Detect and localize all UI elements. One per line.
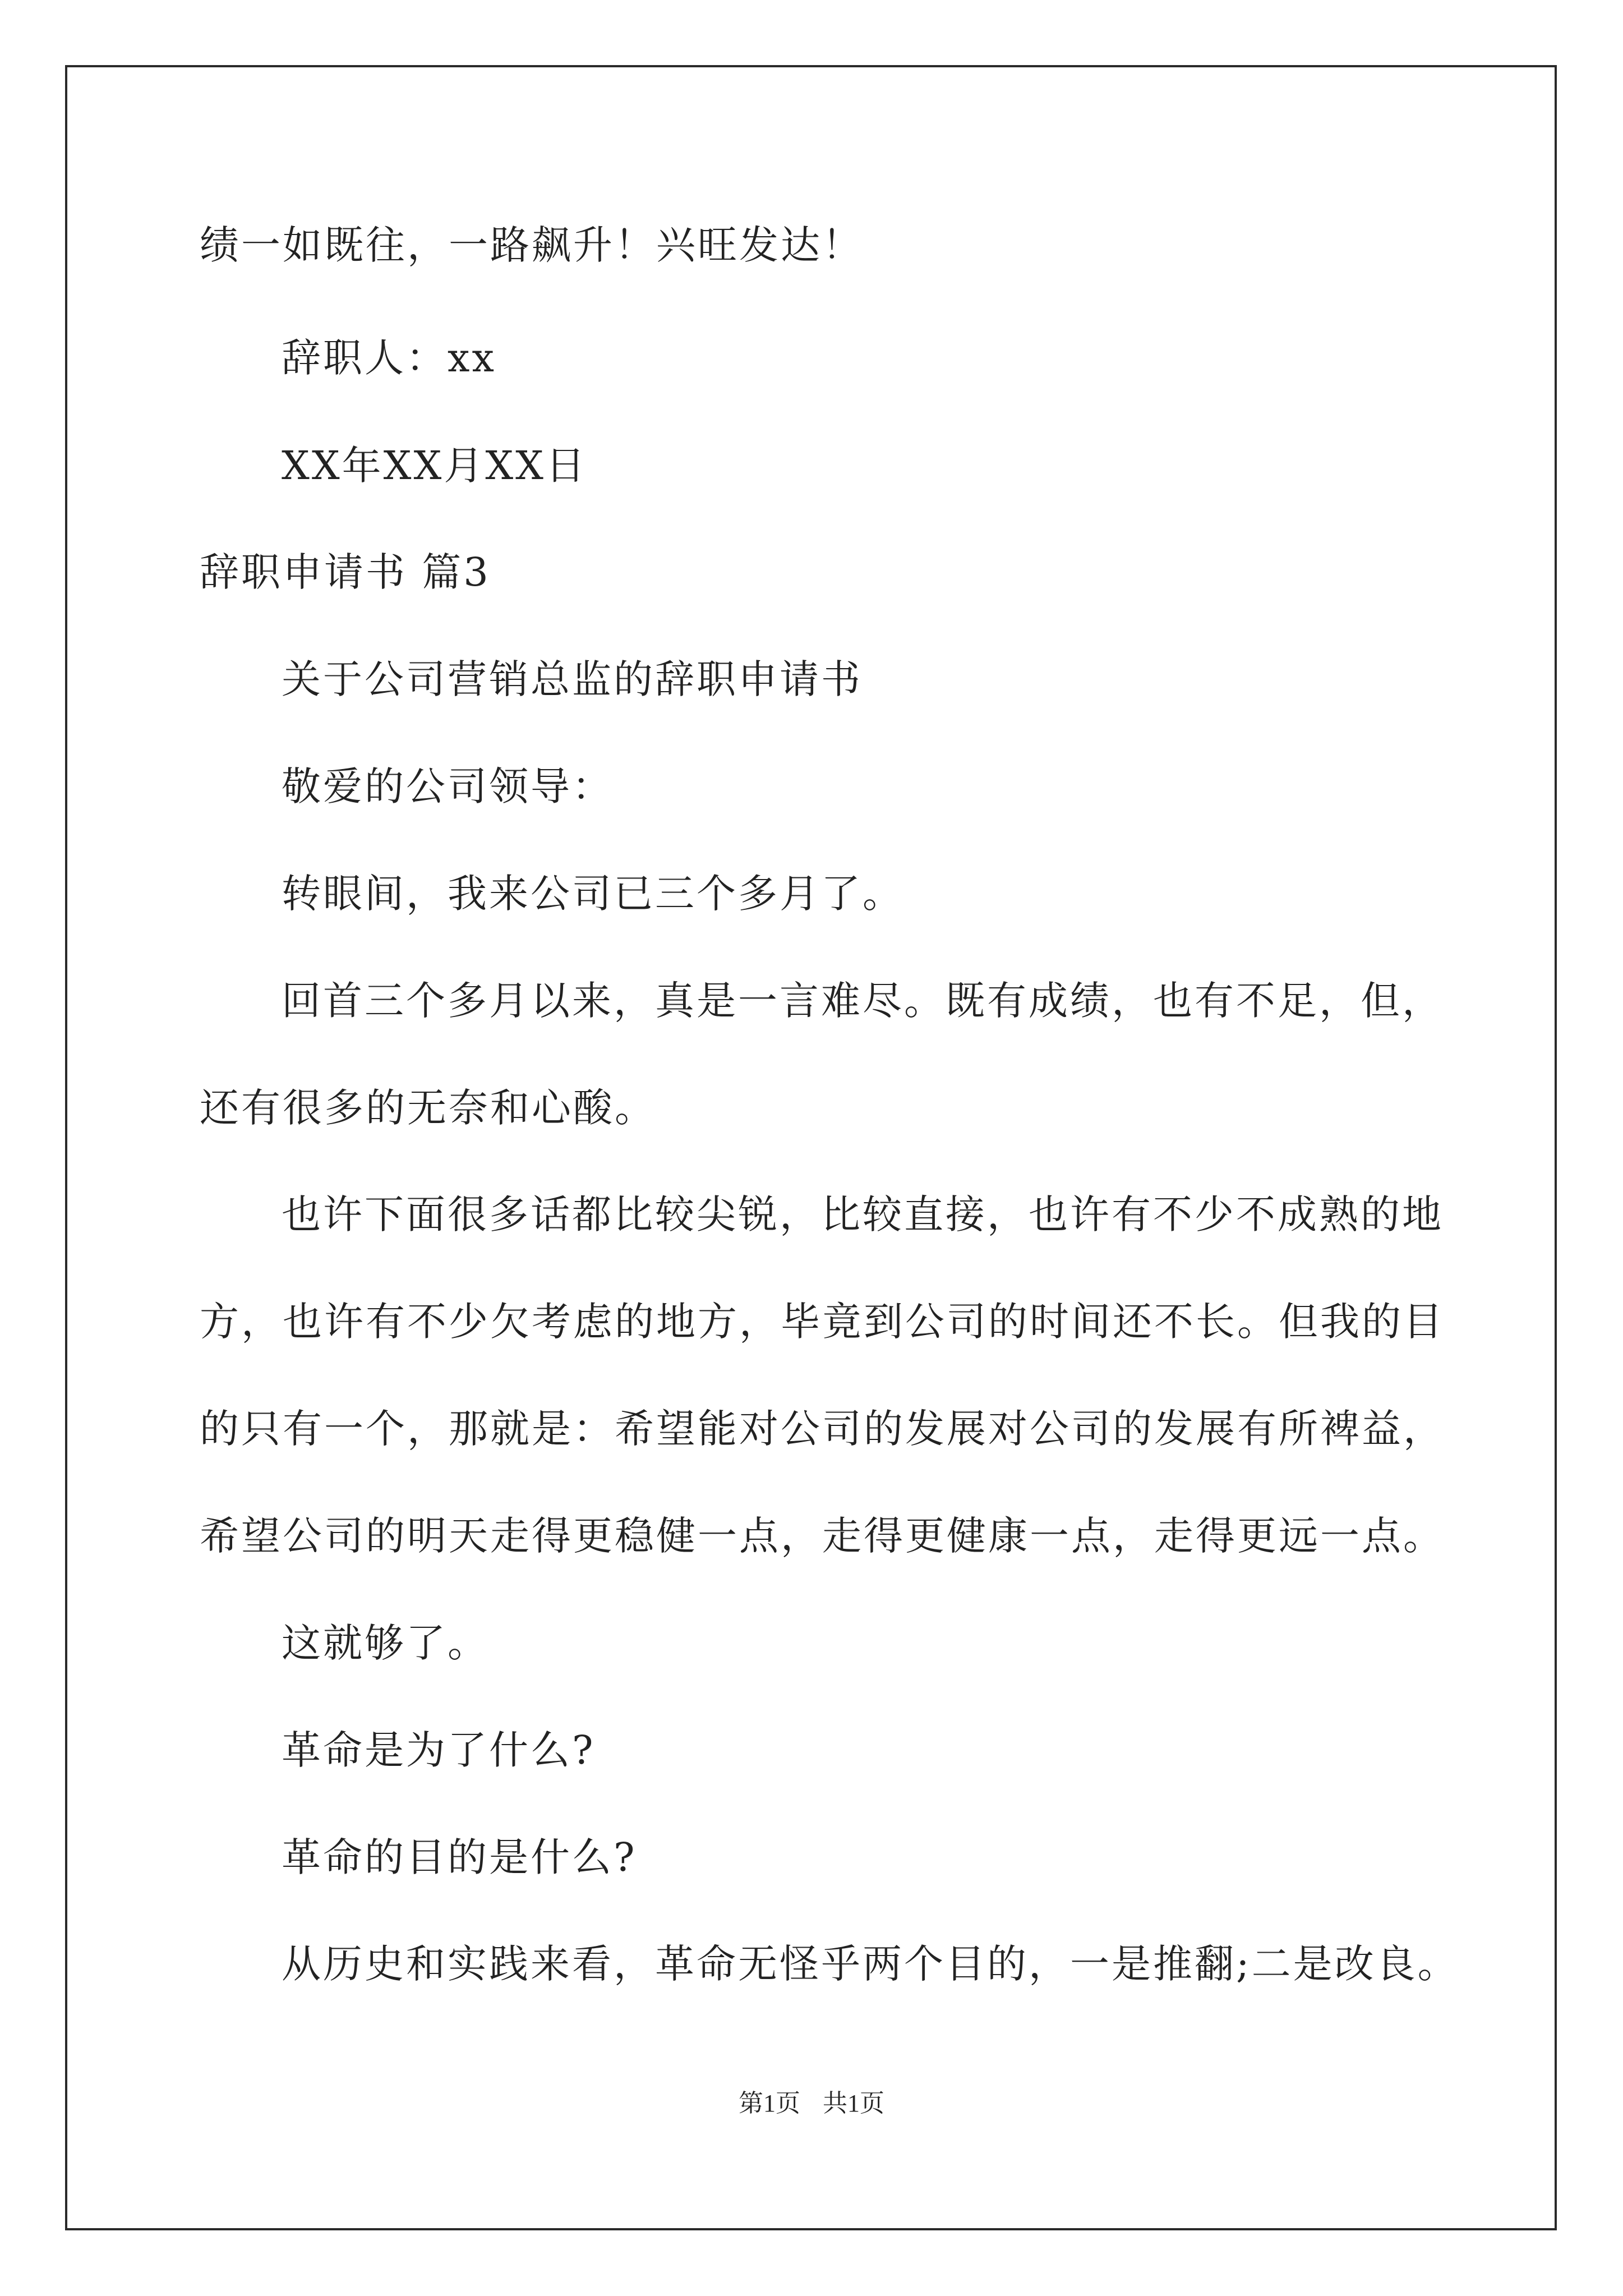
page-number: 第1页: [739, 2090, 800, 2117]
text-line: 绩一如既往，一路飙升！兴旺发达！: [200, 222, 864, 268]
paragraph-line: 从历史和实践来看，革命无怪乎两个目的，一是推翻;二是改良。: [282, 1941, 1459, 1987]
paragraph-line: 的只有一个，那就是：希望能对公司的发展对公司的发展有所裨益，: [200, 1406, 1445, 1452]
paragraph-line: 这就够了。: [282, 1620, 489, 1666]
paragraph-line: 也许下面很多话都比较尖锐，比较直接，也许有不少不成熟的地: [282, 1191, 1444, 1237]
paragraph-line: 希望公司的明天走得更稳健一点，走得更健康一点，走得更远一点。: [200, 1513, 1445, 1559]
page-total: 共1页: [823, 2090, 884, 2117]
page-border: [65, 65, 1557, 2230]
paragraph-line: 还有很多的无奈和心酸。: [200, 1085, 656, 1131]
signer-line: 辞职人：xx: [282, 335, 496, 381]
paragraph-line: 回首三个多月以来，真是一言难尽。既有成绩，也有不足，但，: [282, 978, 1444, 1024]
paragraph-line: 方，也许有不少欠考虑的地方，毕竟到公司的时间还不长。但我的目: [200, 1299, 1445, 1345]
salutation: 敬爱的公司领导：: [282, 763, 614, 809]
section-heading: 辞职申请书 篇3: [200, 549, 491, 595]
paragraph-line: 转眼间，我来公司已三个多月了。: [282, 871, 904, 917]
date-line: XX年XX月XX日: [282, 443, 588, 489]
paragraph-line: 革命的目的是什么?: [282, 1834, 637, 1880]
letter-title: 关于公司营销总监的辞职申请书: [282, 656, 863, 702]
page-footer: [0, 2091, 1623, 2116]
paragraph-line: 革命是为了什么?: [282, 1727, 596, 1773]
